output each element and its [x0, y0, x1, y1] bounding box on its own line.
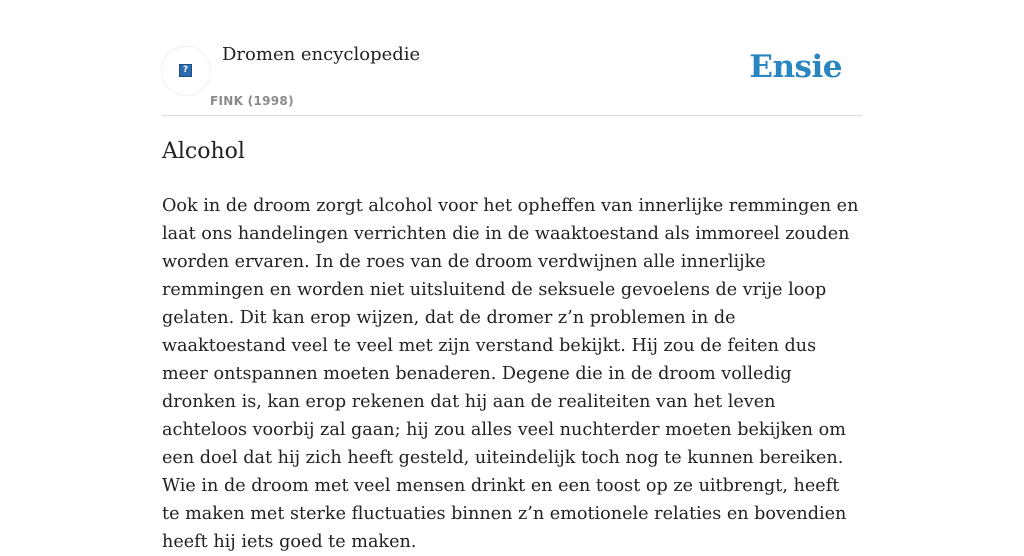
- page: [162, 0, 862, 552]
- ensie-logo[interactable]: Ensie: [749, 49, 842, 85]
- book-cover[interactable]: [162, 47, 210, 95]
- entry-title: Alcohol: [162, 139, 245, 164]
- question-mark-book-icon: ?: [179, 64, 192, 77]
- entry-body: Ook in de droom zorgt alcohol voor het opheffen van innerlijke remmingen en laat ons handelingen verrichten die in de waaktoestand als immoreel zouden worden ervaren. In de roes van de droom verdwijnen alle innerlijke remmingen en worden niet uitsluitend de seksuele gevoelens de vrije loop gelaten. Dit kan erop wijzen, dat de dromer z’n problemen in de waaktoestand veel te veel met zijn verstand bekijkt. Hij zou de feiten dus meer ontspannen moeten benaderen. Degene die in de droom volledig dronken is, kan erop rekenen dat hij aan de realiteiten van het leven achteloos voorbij zal gaan; hij zou alles veel nuchterder moeten bekijken om een doel dat hij zich heeft gesteld, uiteindelijk toch nog te kunnen bereiken. Wie in de droom met veel mensen drinkt en een toost op ze uitbrengt, heeft te maken met sterke fluctuaties binnen z’n emotionele relaties en bovendien heeft hij iets goed te maken.: [162, 196, 859, 552]
- book-meta: FINK (1998): [210, 94, 294, 108]
- entry-header: [162, 0, 862, 116]
- book-title[interactable]: Dromen encyclopedie: [222, 44, 421, 65]
